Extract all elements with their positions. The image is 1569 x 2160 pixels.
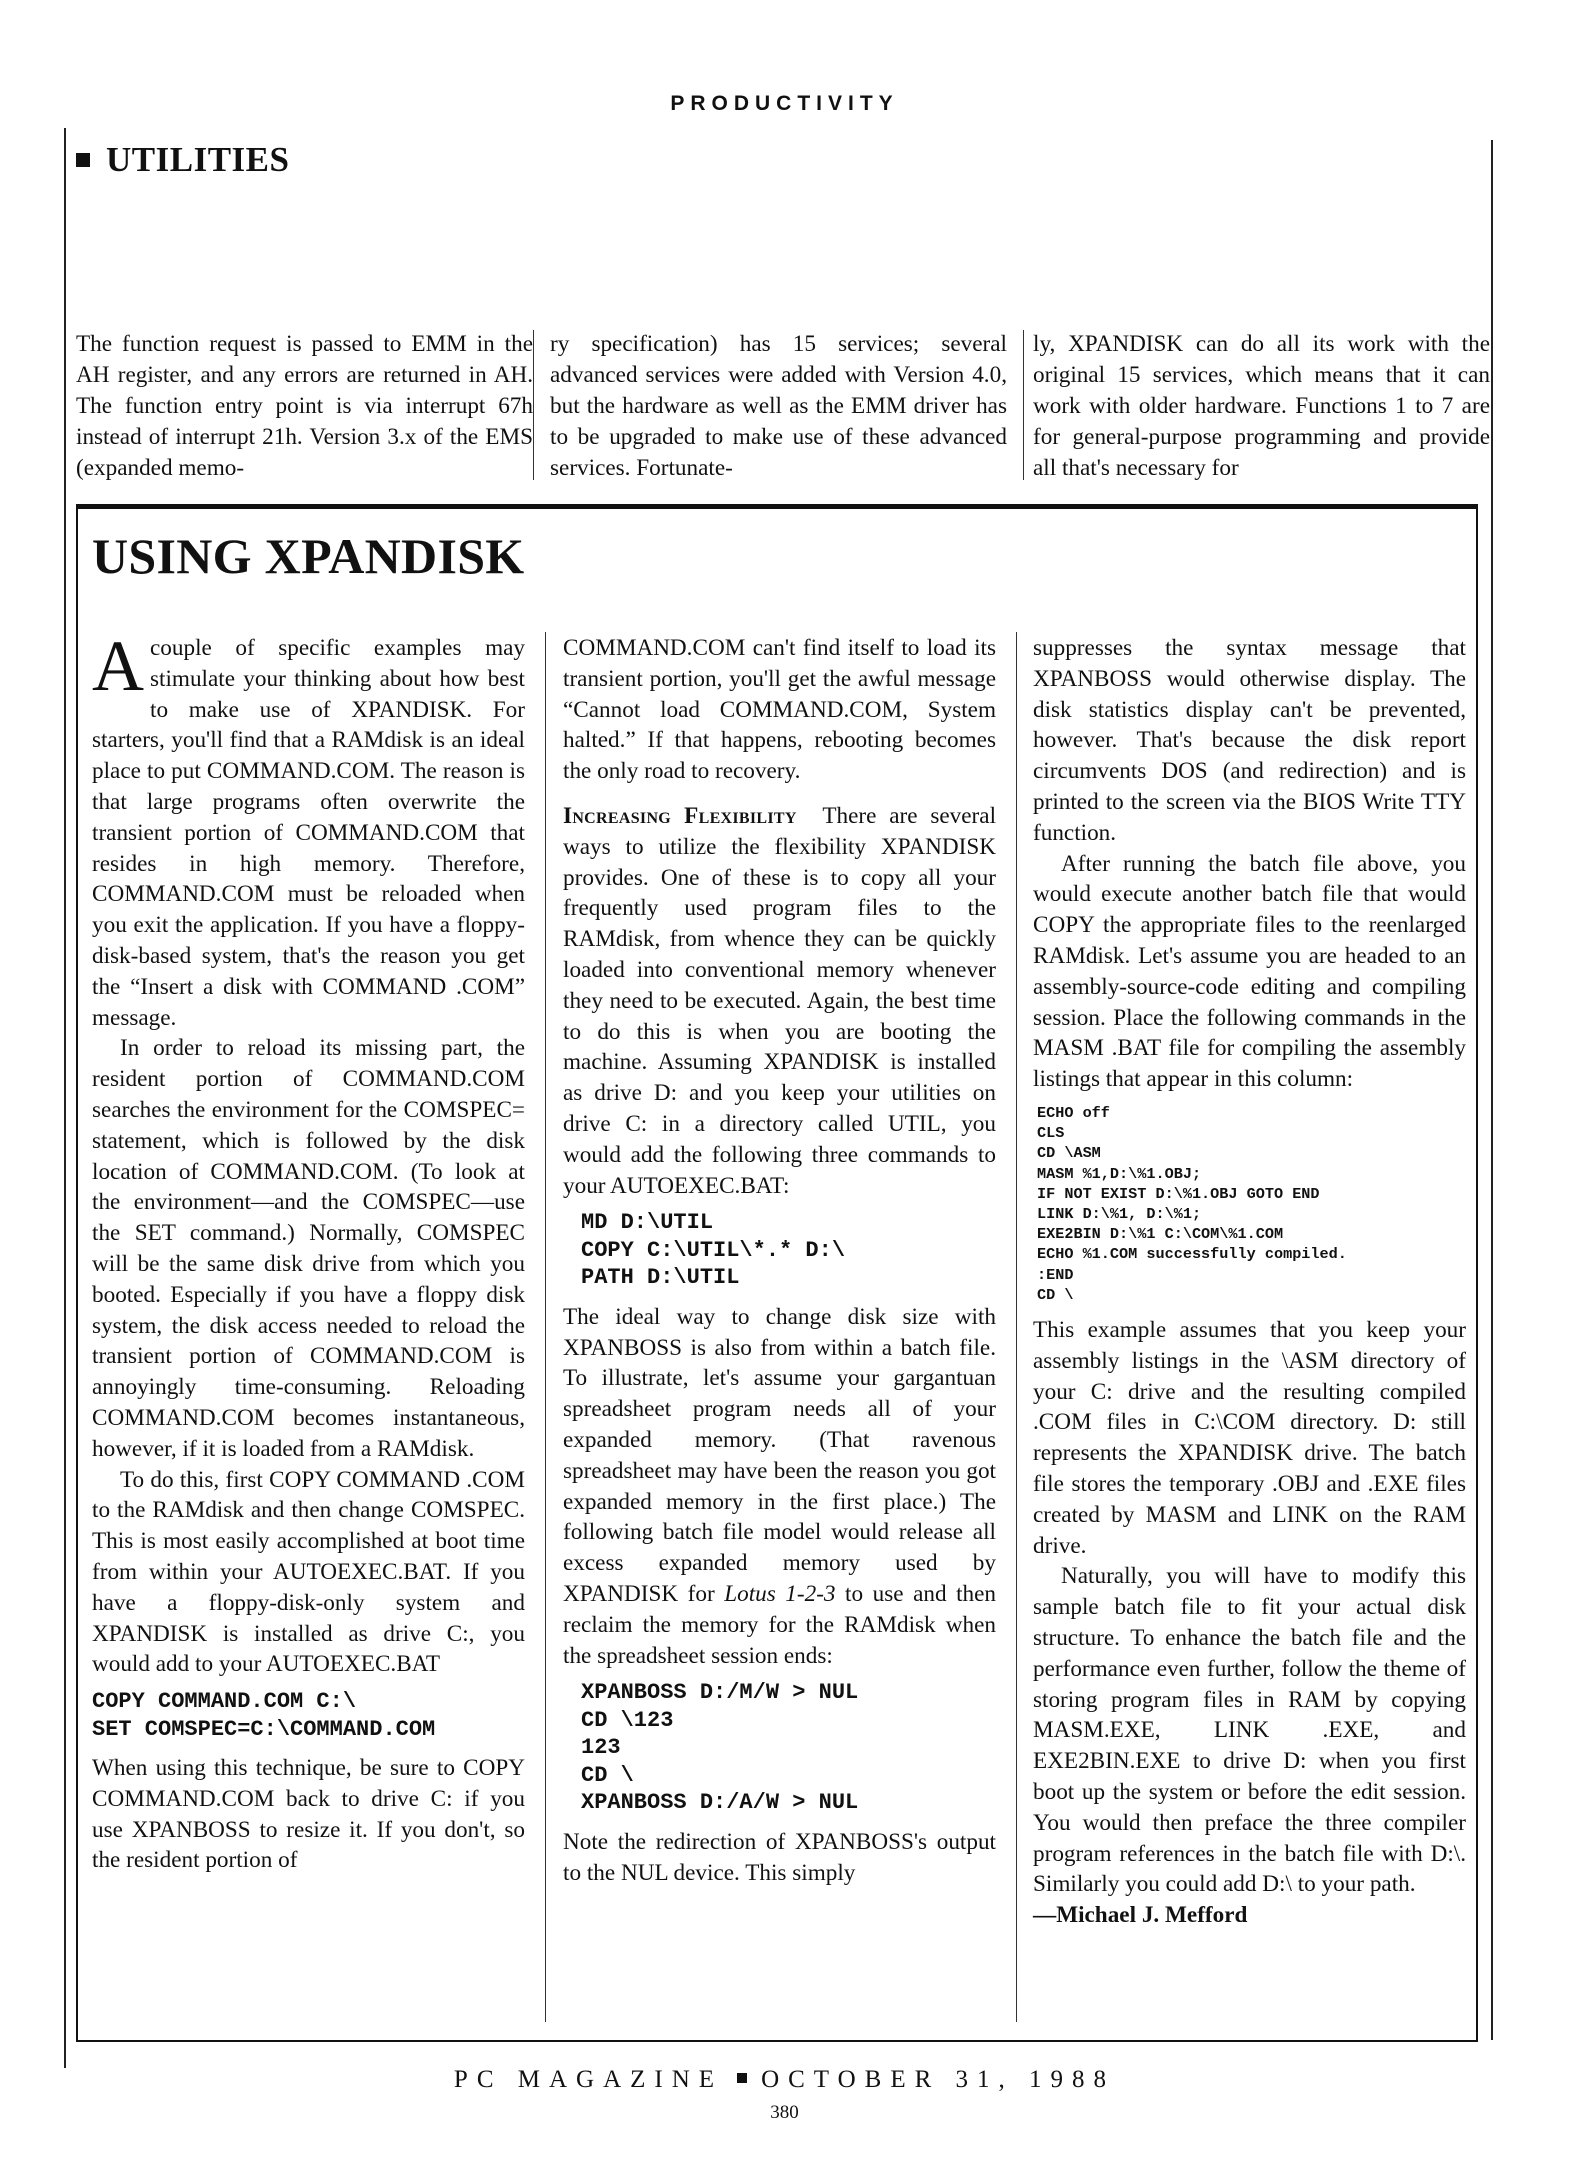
left-page-rule [64,128,66,2068]
col1-paragraph-1-text: couple of specific examples may stimulate your thinking about how best to make use of XPANDISK. For starters, you'll find that a RAMdisk is an ideal place to put COMMAND.COM. The reason is that large programs often overwrite the transient portion of COMMAND.COM that resides in high memory. Therefore, COMMAND.COM must be reloaded when you exit the application. If you have a floppy-disk-based system, that's the reason you get the “Insert a disk with COMMAND .COM” message. [92,635,525,1031]
lotus-title: Lotus 1-2-3 [724,1581,836,1608]
col3-paragraph-4: Naturally, you will have to modify this sample batch file to fit your actual disk structure. To enhance the batch file and the performance even further, follow the theme of storing program files in RAM by copying MASM.EXE, LINK .EXE, and EXE2BIN.EXE to drive D: when you first boot up the system or before the edit session. You would then preface the three compiler program references in the batch file with D:\. Similarly you could add D:\ to your path. [1033,1563,1466,1898]
right-page-rule [1491,140,1493,2040]
sidebar-column-3 [1033,633,1466,1931]
col2-paragraph-3-text-a: The ideal way to change disk size with XPANBOSS is also from within a batch file. To illustrate, let's assume your gargantuan spreadsheet program needs all of your expanded memory. (That ravenous spreadsheet may have been the reason you got expanded memory in the first place.) The following batch file model would release all excess expanded memory used by XPANDISK for [563,1303,996,1608]
col2-code-listing-2: XPANBOSS D:/M/W > NUL CD \123 123 CD \ XPANBOSS D:/A/W > NUL [581,1680,859,1816]
author-byline: —Michael J. Mefford [1033,1902,1248,1929]
col1-paragraph-3: To do this, first COPY COMMAND .COM to the RAMdisk and then change COMSPEC. This is most easily accomplished at boot time from within your AUTOEXEC.BAT. If you have a floppy-disk-only system and XPANDISK is installed as drive C:, you would add to your AUTOEXEC.BAT [92,1466,525,1678]
department-label: UTILITIES [106,140,290,179]
col3-paragraph-1: suppresses the syntax message that XPANBOSS would otherwise display. The disk statistics display can't be prevented, however. That's because the disk report circumvents DOS (and redirection) and is printed to the screen via the BIOS Write TTY function. [1033,635,1466,846]
col3-paragraph-2: After running the batch file above, you would execute another batch file that would COPY the appropriate files to the reenlarged RAMdisk. Let's assume you are headed to an assembly-source-code editing and compiling session. Place the following commands in the MASM .BAT file for compiling the assembly listings that appear in this column: [1033,850,1466,1093]
sidebar-column-rule-1 [545,632,546,2022]
sidebar-column-rule-2 [1016,632,1017,2022]
drop-cap: A [92,626,144,706]
col1-paragraph-1 [92,626,525,1033]
subhead-increasing-flexibility: Increasing Flexibility [563,802,797,829]
col2-paragraph-2-text: There are several ways to utilize the flexibility XPANDISK provides. One of these is to copy all your frequently used program files to the RAMdisk, from whence they can be quickly loaded into conventional memory whenever they need to be executed. Again, the best time to do this is when you are booting the machine. Assuming XPANDISK is installed as drive D: and you keep your utilities on drive C: in a directory called UTIL, you would add the following three commands to your AUTOEXEC.BAT: [563,802,997,1199]
sidebar-column-1 [92,626,525,1876]
page-footer [0,2066,1569,2094]
square-bullet-icon [737,2073,747,2083]
col1-paragraph-2: In order to reload its missing part, the resident portion of COMMAND.COM searches the environment for the COMSPEC= statement, which is followed by the disk location of COMMAND.COM. (To look at the environment—and the COMSPEC—use the SET command.) Normally, COMSPEC will be the same disk drive from which you booted. Especially if you have a floppy disk system, the disk access needed to reload the transient portion of COMMAND.COM is annoyingly time-consuming. Reloading COMMAND.COM becomes instantaneous, however, if it is loaded from a RAMdisk. [92,1035,525,1462]
col2-paragraph-3 [563,1302,996,1672]
top-column-rule-1 [533,330,534,480]
top-column-2: ry specification) has 15 services; several advanced services were added with Version 4.0, but the hardware as well as the EMM driver has to be upgraded to make use of these advanced services. Fortunate- [550,331,1007,482]
top-column-3: ly, XPANDISK can do all its work with the original 15 services, which means that it can work with older hardware. Functions 1 to 7 are for general-purpose programming and provide all that's necessary for [1033,331,1490,482]
col1-code-listing: COPY COMMAND.COM C:\ SET COMSPEC=C:\COMMAND.COM [92,1689,436,1742]
col3-paragraph-3: This example assumes that you keep your assembly listings in the \ASM directory of your C: drive and the resulting compiled .COM files in C:\COM directory. D: still represents the XPANDISK drive. The batch file stores the temporary .OBJ and .EXE files created by MASM and LINK on the RAM drive. [1033,1316,1466,1559]
col3-code-listing: ECHO off CLS CD \ASM MASM %1,D:\%1.OBJ; IF NOT EXIST D:\%1.OBJ GOTO END LINK D:\%1, D:\%1; EXE2BIN D:\%1 C:\COM\%1.COM ECHO %1.COM successfully compiled. :END CD \ [1037,1103,1347,1304]
sidebar-title: USING XPANDISK [92,528,525,584]
top-column-rule-2 [1023,330,1024,480]
col2-code-listing-1: MD D:\UTIL COPY C:\UTIL\*.* D:\ PATH D:\UTIL [581,1210,846,1291]
sidebar-column-2 [563,633,996,1889]
magazine-name: PC MAGAZINE [453,2066,724,2093]
square-bullet-icon [76,153,90,167]
section-label: PRODUCTIVITY [670,92,899,115]
col2-paragraph-1: COMMAND.COM can't find itself to load its transient portion, you'll get the awful message “Cannot load COMMAND.COM, System halted.” If that happens, rebooting becomes the only road to recovery. [563,635,996,785]
col2-paragraph-4: Note the redirection of XPANBOSS's output to the NUL device. This simply [563,1828,996,1886]
department-heading [76,140,289,180]
col2-paragraph-3-text-b: to use and then reclaim the memory for the RAMdisk when the spreadsheet session ends: [563,1581,996,1669]
top-column-1: The function request is passed to EMM in the AH register, and any errors are returned in AH. The function entry point is via interrupt 67h instead of interrupt 21h. Version 3.x of the EMS (expanded memo- [76,331,533,482]
col2-paragraph-2 [563,801,996,1201]
col1-paragraph-4: When using this technique, be sure to COPY COMMAND.COM back to drive C: if you use XPANBOSS to resize it. If you don't, so the resident portion of [92,1755,525,1874]
issue-date: OCTOBER 31, 1988 [761,2066,1116,2093]
page-number: 380 [770,2102,799,2123]
